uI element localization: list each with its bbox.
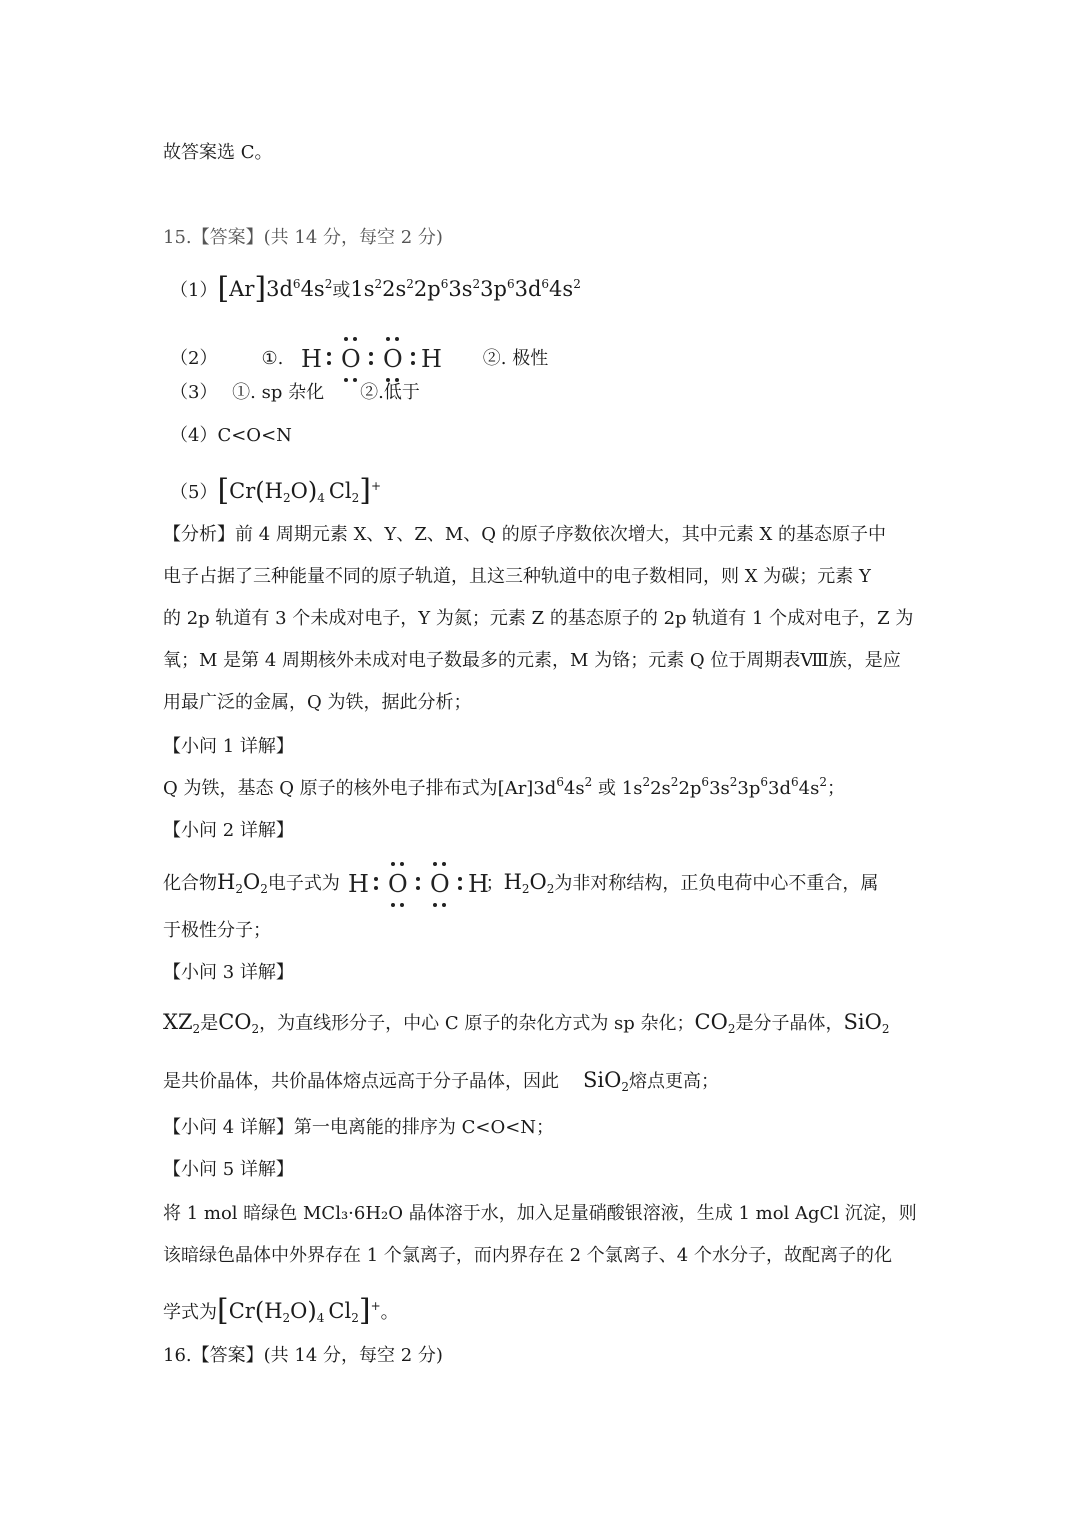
sub-question-3-detail-2: 是共价晶体，共价晶体熔点远高于分子晶体，因此 SiO$_2$熔点更高； xyxy=(163,1068,719,1094)
sub-question-4: 【小问 4 详解】第一电离能的排序为 C<O<N； xyxy=(163,1117,555,1138)
sub-question-2-detail-2: 于极性分子； xyxy=(163,920,271,941)
analysis-line-3: 的 2p 轨道有 3 个未成对电子，Y 为氮；元素 Z 的基态原子的 2p 轨道有 1 个成对电子，Z 为 xyxy=(163,608,914,629)
svg-text:O: O xyxy=(387,870,408,898)
sub-question-5-heading: 【小问 5 详解】 xyxy=(163,1159,294,1180)
answer-2: （2） ①. H O O H ②. 极性 xyxy=(170,333,548,385)
answer-4: （4）C<O<N xyxy=(170,425,292,446)
svg-text:H: H xyxy=(347,870,369,898)
sub-question-5-detail-3: 学式为[$Cr(H_2O)_4$ $Cl_2]^+$。 xyxy=(163,1293,399,1328)
answer-5: $(5)[Cr(H_2O)_4$ $Cl_2]^+$ xyxy=(170,473,382,508)
sub-question-5-detail-2: 该暗绿色晶体中外界存在 1 个氯离子，而内界存在 2 个氯离子、4 个水分子，故配离子的化 xyxy=(163,1245,892,1266)
svg-text:H: H xyxy=(467,870,489,898)
h2o2-electron-dot-formula xyxy=(299,333,442,385)
svg-text:O: O xyxy=(341,345,361,373)
svg-text:H: H xyxy=(421,345,442,373)
analysis-line-2: 电子占据了三种能量不同的原子轨道，且这三种轨道中的电子数相同，则 X 为碳；元素 Y xyxy=(163,566,871,587)
svg-text:H: H xyxy=(301,345,322,373)
question-16-heading: 16.【答案】(共 14 分，每空 2 分) xyxy=(163,1345,443,1366)
analysis-line-4: 氧；M 是第 4 周期核外未成对电子数最多的元素，M 为铬；元素 Q 位于周期表Ⅷ族，是应 xyxy=(163,650,901,671)
analysis-line-1: 【分析】前 4 周期元素 X、Y、Z、M、Q 的原子序数依次增大，其中元素 X 的基态原子中 xyxy=(163,524,886,545)
svg-text:O: O xyxy=(429,870,450,898)
question-15-heading: 15.【答案】(共 14 分，每空 2 分) xyxy=(163,227,443,248)
text-line: 故答案选 C。 xyxy=(163,142,273,163)
sub-question-1-detail: Q 为铁，基态 Q 原子的核外电子排布式为$[Ar]3d^64s^2$ 或 $1s^22s^22p^63s^23p^63d^64s^2$； xyxy=(163,775,845,799)
h2o2-electron-dot-formula xyxy=(346,858,489,910)
sub-question-2-detail: 化合物$H_2O_2$电子式为 H O O H ；$H_2O_2$为非对称结构，正负电荷中心不重合，属 xyxy=(163,858,878,910)
sub-question-2-heading: 【小问 2 详解】 xyxy=(163,820,294,841)
analysis-line-5: 用最广泛的金属，Q 为铁，据此分析； xyxy=(163,692,472,713)
answer-1: $(1)[Ar]3d^64s^2$或$1s^22s^22p^63s^23p^63d^64s^2$ xyxy=(170,271,581,306)
sub-question-3-detail: $XZ_2$是$CO_2$，为直线形分子，中心 C 原子的杂化方式为 sp 杂化；$CO_2$是分子晶体，SiO$_2$ xyxy=(163,1010,890,1036)
sub-question-3-heading: 【小问 3 详解】 xyxy=(163,962,294,983)
sub-question-1-heading: 【小问 1 详解】 xyxy=(163,736,294,757)
sub-question-5-detail-1: 将 1 mol 暗绿色 MCl₃·6H₂O 晶体溶于水，加入足量硝酸银溶液，生成 1 mol AgCl 沉淀，则 xyxy=(163,1203,917,1224)
answer-3: （3） ①. sp 杂化 ②.低于 xyxy=(170,382,420,403)
svg-text:O: O xyxy=(383,345,403,373)
